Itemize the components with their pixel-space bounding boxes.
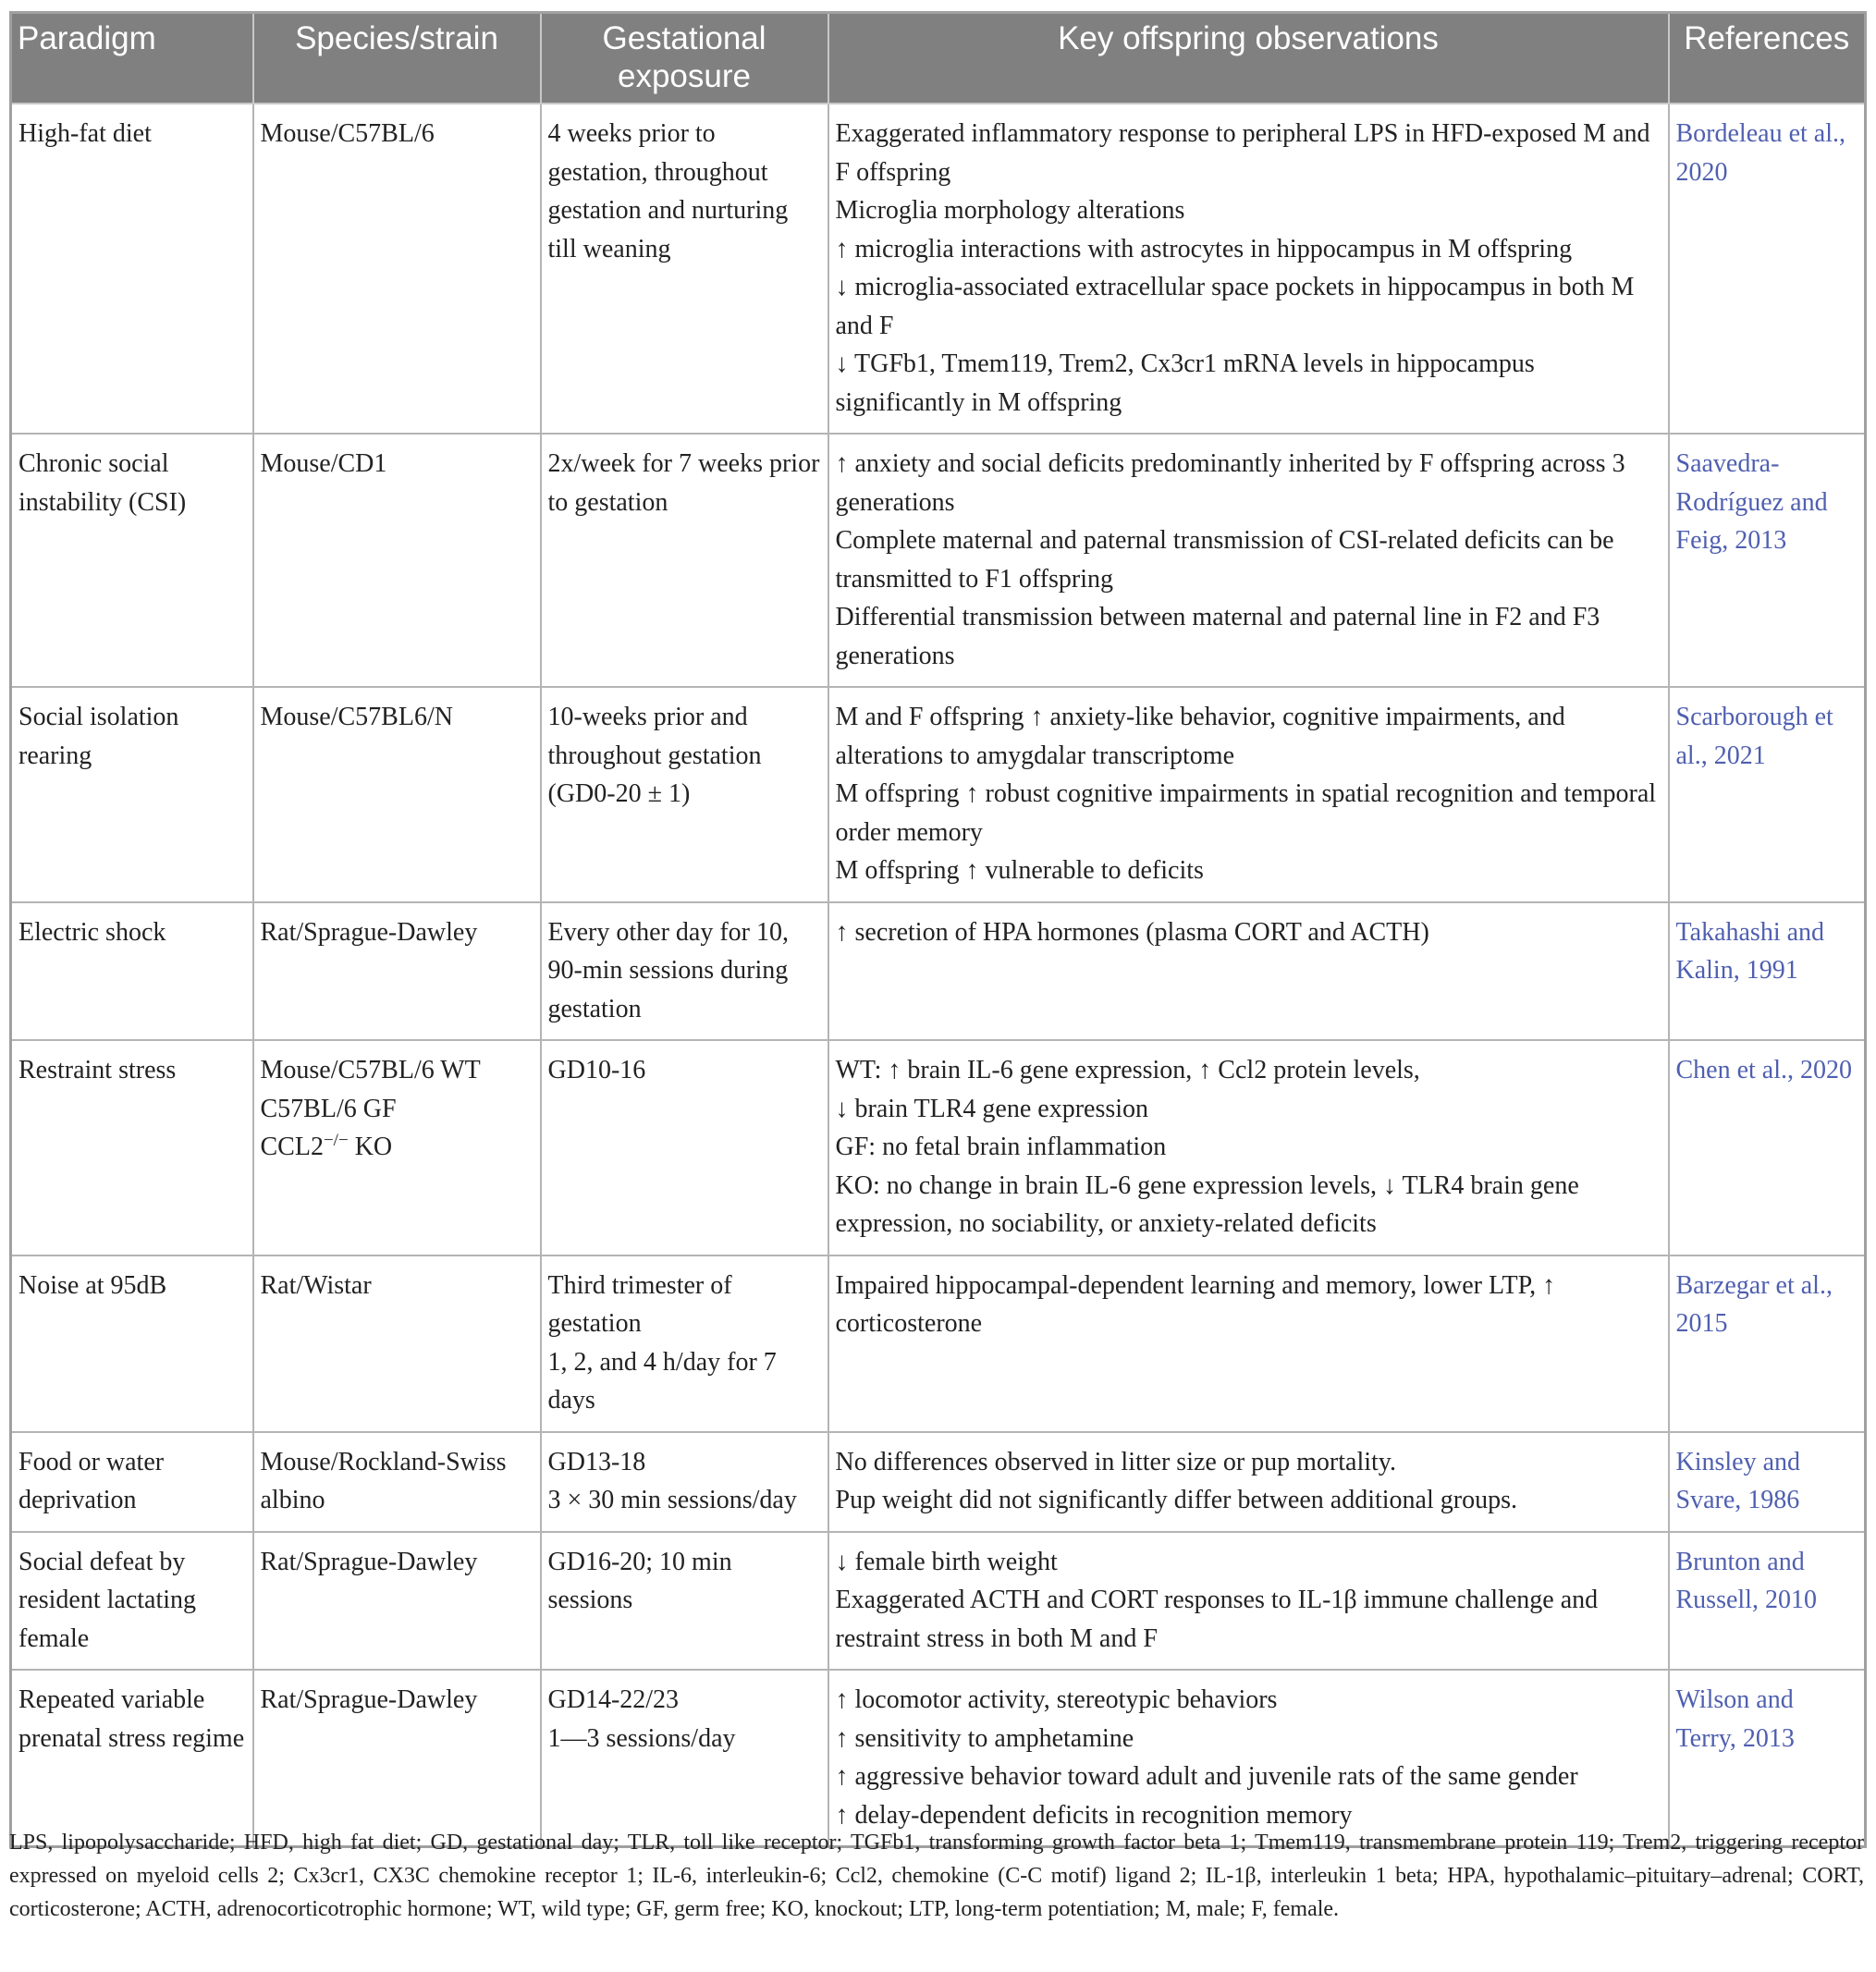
- species-cell: [253, 1255, 541, 1432]
- table-row: [11, 1040, 1866, 1255]
- observation-line: Pup weight did not significantly differ between additional groups.: [835, 1486, 1517, 1514]
- exposure-cell: [541, 687, 828, 902]
- species-line: Mouse/C57BL/6 WT: [260, 1056, 481, 1084]
- exposure-line: 4 weeks prior to gestation, throughout gestation and nurturing till weaning: [547, 119, 789, 263]
- exposure-line: GD13-18: [547, 1447, 646, 1476]
- exposure-line: GD14-22/23: [547, 1685, 680, 1714]
- reference-link[interactable]: Bordeleau et al., 2020: [1669, 104, 1866, 434]
- table-row: [11, 902, 1866, 1041]
- exposure-line: 1—3 sessions/day: [547, 1723, 736, 1753]
- paradigm-cell: High-fat diet: [11, 104, 253, 434]
- observation-line: ↓ female birth weight: [835, 1547, 1058, 1576]
- paradigm-cell: Social isolation rearing: [11, 687, 253, 902]
- species-line: Rat/Sprague-Dawley: [260, 1685, 478, 1714]
- reference-link[interactable]: Brunton and Russell, 2010: [1669, 1532, 1866, 1671]
- species-line: Mouse/Rockland-Swiss albino: [260, 1447, 507, 1514]
- observations-cell: [828, 1255, 1669, 1432]
- exposure-cell: [541, 1255, 828, 1432]
- exposure-line: 2x/week for 7 weeks prior to gestation: [547, 449, 820, 517]
- species-line: Mouse/C57BL/6: [260, 119, 435, 148]
- exposure-cell: [541, 902, 828, 1041]
- species-cell: [253, 687, 541, 902]
- species-cell: [253, 1532, 541, 1671]
- exposure-line: Third trimester of gestation: [547, 1270, 732, 1338]
- header-references: References: [1669, 13, 1866, 104]
- observation-line: ↑ anxiety and social deficits predominantly inherited by F offspring across 3 generations: [835, 449, 1625, 517]
- reference-link[interactable]: Chen et al., 2020: [1669, 1040, 1866, 1255]
- observation-line: M offspring ↑ vulnerable to deficits: [835, 856, 1204, 885]
- table-header: [11, 13, 1866, 104]
- exposure-cell: [541, 1040, 828, 1255]
- observation-line: ↑ sensitivity to amphetamine: [835, 1723, 1134, 1753]
- observations-cell: [828, 1532, 1669, 1671]
- table-footnote: LPS, lipopolysaccharide; HFD, high fat diet; GD, gestational day; TLR, toll like receptor; TGFb1, transforming growth factor beta 1; Tmem119, transmembrane protein 119; Trem2, triggering receptor expressed on myeloid cells 2; Cx3cr1, CX3C chemokine receptor 1; IL-6, interleukin-6; Ccl2, chemokine (C-C motif) ligand 2; IL-1β, interleukin 1 beta; HPA, hypothalamic–pituitary–adrenal; CORT, corticosterone; ACTH, adrenocorticotrophic hormone; WT, wild type; GF, germ free; KO, knockout; LTP, long-term potentiation; M, male; F, female.: [9, 1831, 1864, 1921]
- table-body: [11, 104, 1866, 1847]
- species-line: Rat/Sprague-Dawley: [260, 1547, 478, 1576]
- exposure-cell: [541, 434, 828, 687]
- reference-link[interactable]: Barzegar et al., 2015: [1669, 1255, 1866, 1432]
- paradigm-cell: Repeated variable prenatal stress regime: [11, 1670, 253, 1847]
- observation-line: ↑ aggressive behavior toward adult and juvenile rats of the same gender: [835, 1762, 1578, 1791]
- observation-line: ↑ secretion of HPA hormones (plasma CORT and ACTH): [835, 917, 1429, 947]
- species-line: Rat/Sprague-Dawley: [260, 917, 478, 947]
- table-container: [9, 11, 1864, 1848]
- header-observations: Key offspring observations: [828, 13, 1669, 104]
- observation-line: WT: ↑ brain IL-6 gene expression, ↑ Ccl2 protein levels,: [835, 1056, 1420, 1084]
- exposure-line: 10-weeks prior and throughout gestation (GD0-20 ± 1): [547, 703, 762, 808]
- observation-line: ↓ TGFb1, Tmem119, Trem2, Cx3cr1 mRNA levels in hippocampus significantly in M offspring: [835, 349, 1535, 417]
- header-row: [11, 13, 1866, 104]
- table-row: [11, 1255, 1866, 1432]
- table-row: [11, 1532, 1866, 1671]
- observations-cell: [828, 902, 1669, 1041]
- observation-line: Complete maternal and paternal transmission of CSI-related deficits can be transmitted to F1 offspring: [835, 526, 1614, 594]
- species-line: CCL2−/− KO: [260, 1131, 393, 1161]
- observations-cell: [828, 1432, 1669, 1532]
- species-cell: [253, 1432, 541, 1532]
- observations-cell: [828, 1040, 1669, 1255]
- header-exposure: Gestational exposure: [541, 13, 828, 104]
- species-line: Rat/Wistar: [260, 1270, 372, 1300]
- species-line: C57BL/6 GF: [260, 1094, 397, 1123]
- reference-link[interactable]: Takahashi and Kalin, 1991: [1669, 902, 1866, 1041]
- exposure-line: 1, 2, and 4 h/day for 7 days: [547, 1347, 777, 1415]
- observations-cell: [828, 104, 1669, 434]
- reference-link[interactable]: Wilson and Terry, 2013: [1669, 1670, 1866, 1847]
- observations-cell: [828, 1670, 1669, 1847]
- observation-line: ↑ microglia interactions with astrocytes in hippocampus in M offspring: [835, 234, 1573, 263]
- species-cell: [253, 1670, 541, 1847]
- reference-link[interactable]: Kinsley and Svare, 1986: [1669, 1432, 1866, 1532]
- paradigm-cell: Chronic social instability (CSI): [11, 434, 253, 687]
- observation-line: ↓ microglia-associated extracellular space pockets in hippocampus in both M and F: [835, 273, 1635, 340]
- exposure-line: Every other day for 10, 90-min sessions during gestation: [547, 917, 789, 1023]
- paradigm-cell: Social defeat by resident lactating female: [11, 1532, 253, 1671]
- observation-line: Exaggerated inflammatory response to peripheral LPS in HFD-exposed M and F offspring: [835, 119, 1650, 187]
- table-row: [11, 434, 1866, 687]
- observation-line: ↓ brain TLR4 gene expression: [835, 1094, 1149, 1123]
- observation-line: Differential transmission between maternal and paternal line in F2 and F3 generations: [835, 603, 1600, 670]
- species-cell: [253, 104, 541, 434]
- header-species: Species/strain: [253, 13, 541, 104]
- species-cell: [253, 434, 541, 687]
- table-row: [11, 104, 1866, 434]
- paradigm-cell: Restraint stress: [11, 1040, 253, 1255]
- paradigm-cell: Noise at 95dB: [11, 1255, 253, 1432]
- exposure-line: 3 × 30 min sessions/day: [547, 1486, 797, 1514]
- exposure-cell: [541, 104, 828, 434]
- exposure-cell: [541, 1532, 828, 1671]
- observation-line: M offspring ↑ robust cognitive impairments in spatial recognition and temporal order memory: [835, 779, 1657, 847]
- paradigm-cell: Food or water deprivation: [11, 1432, 253, 1532]
- species-cell: [253, 1040, 541, 1255]
- reference-link[interactable]: Scarborough et al., 2021: [1669, 687, 1866, 902]
- species-line: Mouse/C57BL6/N: [260, 703, 453, 731]
- observation-line: ↑ delay-dependent deficits in recognition memory: [835, 1800, 1353, 1830]
- table-row: [11, 687, 1866, 902]
- reference-link[interactable]: Saavedra-Rodríguez and Feig, 2013: [1669, 434, 1866, 687]
- exposure-line: GD16-20; 10 min sessions: [547, 1547, 732, 1614]
- exposure-line: GD10-16: [547, 1056, 646, 1084]
- observations-cell: [828, 434, 1669, 687]
- observation-line: Impaired hippocampal-dependent learning and memory, lower LTP, ↑ corticosterone: [835, 1270, 1556, 1338]
- observation-line: GF: no fetal brain inflammation: [835, 1133, 1167, 1161]
- observation-line: KO: no change in brain IL-6 gene expression levels, ↓ TLR4 brain gene expression, no sociability, or anxiety-related deficits: [835, 1170, 1579, 1238]
- observation-line: ↑ locomotor activity, stereotypic behaviors: [835, 1685, 1278, 1714]
- paradigm-cell: Electric shock: [11, 902, 253, 1041]
- observation-line: Exaggerated ACTH and CORT responses to IL-1β immune challenge and restraint stress in both M and F: [835, 1586, 1599, 1653]
- exposure-cell: [541, 1670, 828, 1847]
- table-row: [11, 1670, 1866, 1847]
- species-cell: [253, 902, 541, 1041]
- exposure-cell: [541, 1432, 828, 1532]
- observation-line: M and F offspring ↑ anxiety-like behavior, cognitive impairments, and alterations to amygdalar transcriptome: [835, 703, 1565, 770]
- data-table: [9, 11, 1867, 1848]
- header-paradigm: Paradigm: [11, 13, 253, 104]
- observation-line: Microglia morphology alterations: [835, 196, 1185, 225]
- table-row: [11, 1432, 1866, 1532]
- species-line: Mouse/CD1: [260, 449, 387, 478]
- observation-line: No differences observed in litter size or pup mortality.: [835, 1447, 1396, 1476]
- observations-cell: [828, 687, 1669, 902]
